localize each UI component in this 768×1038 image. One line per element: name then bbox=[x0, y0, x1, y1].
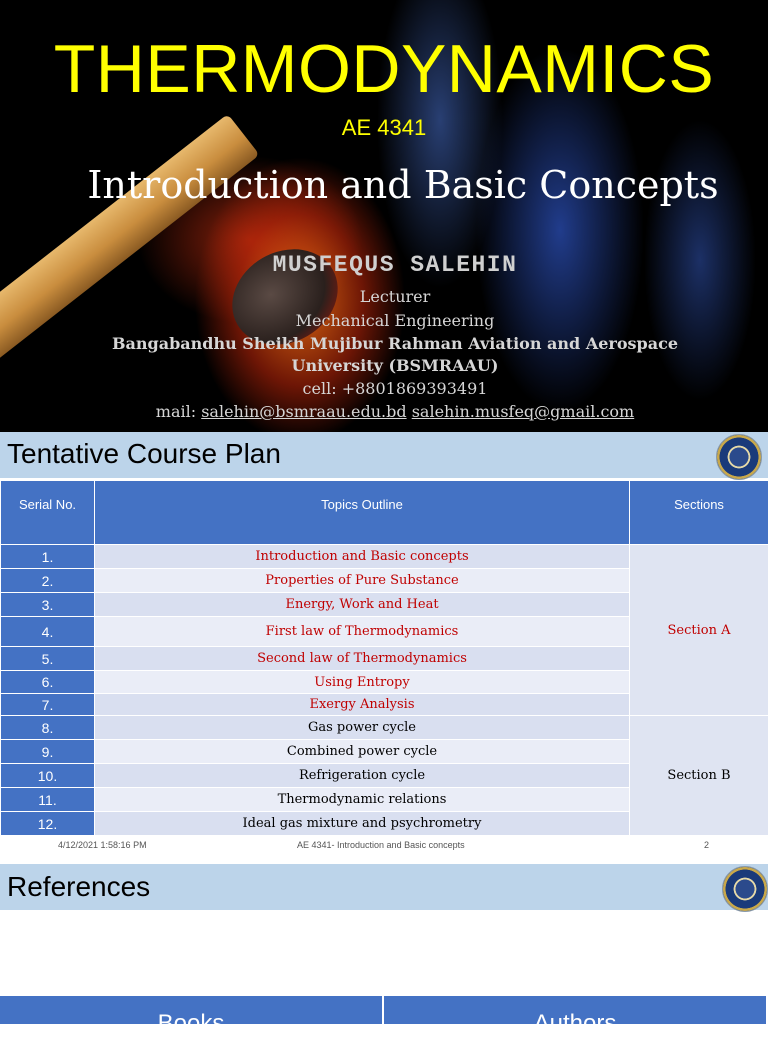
university-logo bbox=[722, 866, 768, 912]
author-cell: cell: +8801869393491 bbox=[0, 379, 768, 398]
university-line-1: Bangabandhu Sheikh Mujibur Rahman Aviation and Aerospace bbox=[0, 334, 768, 353]
serial-cell: 2. bbox=[1, 569, 95, 593]
serial-cell: 12. bbox=[1, 812, 95, 836]
topic-cell: Properties of Pure Substance bbox=[95, 569, 630, 593]
author-mail bbox=[0, 402, 768, 421]
footer-datetime: 4/12/2021 1:58:16 PM bbox=[58, 840, 147, 850]
serial-cell: 7. bbox=[1, 694, 95, 716]
course-code: AE 4341 bbox=[0, 115, 768, 141]
topic-cell: Ideal gas mixture and psychrometry bbox=[95, 812, 630, 836]
table-row bbox=[1, 545, 768, 569]
author-name: MUSFEQUS SALEHIN bbox=[0, 252, 768, 278]
title-slide bbox=[0, 0, 768, 432]
serial-cell: 11. bbox=[1, 788, 95, 812]
slide-header-bar bbox=[0, 864, 768, 910]
table-row bbox=[1, 716, 768, 740]
header-books: Books bbox=[0, 996, 384, 1024]
references-table bbox=[0, 996, 768, 1024]
university-logo bbox=[716, 434, 762, 480]
slide-title: References bbox=[7, 871, 150, 903]
course-plan-table bbox=[0, 480, 768, 836]
section-a-cell: Section A bbox=[630, 545, 768, 716]
header-topics: Topics Outline bbox=[95, 481, 630, 545]
author-role: Lecturer bbox=[0, 287, 768, 306]
topic-cell: Introduction and Basic concepts bbox=[95, 545, 630, 569]
footer-page-number: 2 bbox=[704, 840, 709, 850]
slide-title: THERMODYNAMICS bbox=[0, 30, 768, 108]
slide-header-bar bbox=[0, 432, 768, 478]
topic-cell: Exergy Analysis bbox=[95, 694, 630, 716]
serial-cell: 1. bbox=[1, 545, 95, 569]
author-department: Mechanical Engineering bbox=[0, 311, 768, 330]
footer-title: AE 4341- Introduction and Basic concepts bbox=[297, 840, 465, 850]
topic-cell: Combined power cycle bbox=[95, 740, 630, 764]
serial-cell: 3. bbox=[1, 593, 95, 617]
course-plan-slide bbox=[0, 432, 768, 864]
references-slide bbox=[0, 864, 768, 1024]
slide-subtitle: Introduction and Basic Concepts bbox=[0, 163, 768, 207]
topic-cell: Energy, Work and Heat bbox=[95, 593, 630, 617]
serial-cell: 9. bbox=[1, 740, 95, 764]
serial-cell: 5. bbox=[1, 647, 95, 671]
header-serial: Serial No. bbox=[1, 481, 95, 545]
topic-cell: Second law of Thermodynamics bbox=[95, 647, 630, 671]
topic-cell: Gas power cycle bbox=[95, 716, 630, 740]
topic-cell: First law of Thermodynamics bbox=[95, 617, 630, 647]
serial-cell: 6. bbox=[1, 671, 95, 694]
table-header-row bbox=[1, 481, 768, 545]
serial-cell: 10. bbox=[1, 764, 95, 788]
topic-cell: Using Entropy bbox=[95, 671, 630, 694]
section-b-cell: Section B bbox=[630, 716, 768, 836]
serial-cell: 8. bbox=[1, 716, 95, 740]
slide-title: Tentative Course Plan bbox=[7, 438, 281, 470]
mail-label: mail: bbox=[156, 402, 196, 421]
university-line-2: University (BSMRAAU) bbox=[0, 356, 768, 375]
email-link-2[interactable]: salehin.musfeq@gmail.com bbox=[412, 402, 635, 421]
serial-cell: 4. bbox=[1, 617, 95, 647]
header-authors: Authors bbox=[384, 996, 768, 1024]
topic-cell: Thermodynamic relations bbox=[95, 788, 630, 812]
email-link-1[interactable]: salehin@bsmraau.edu.bd bbox=[201, 402, 406, 421]
topic-cell: Refrigeration cycle bbox=[95, 764, 630, 788]
header-sections: Sections bbox=[630, 481, 768, 545]
